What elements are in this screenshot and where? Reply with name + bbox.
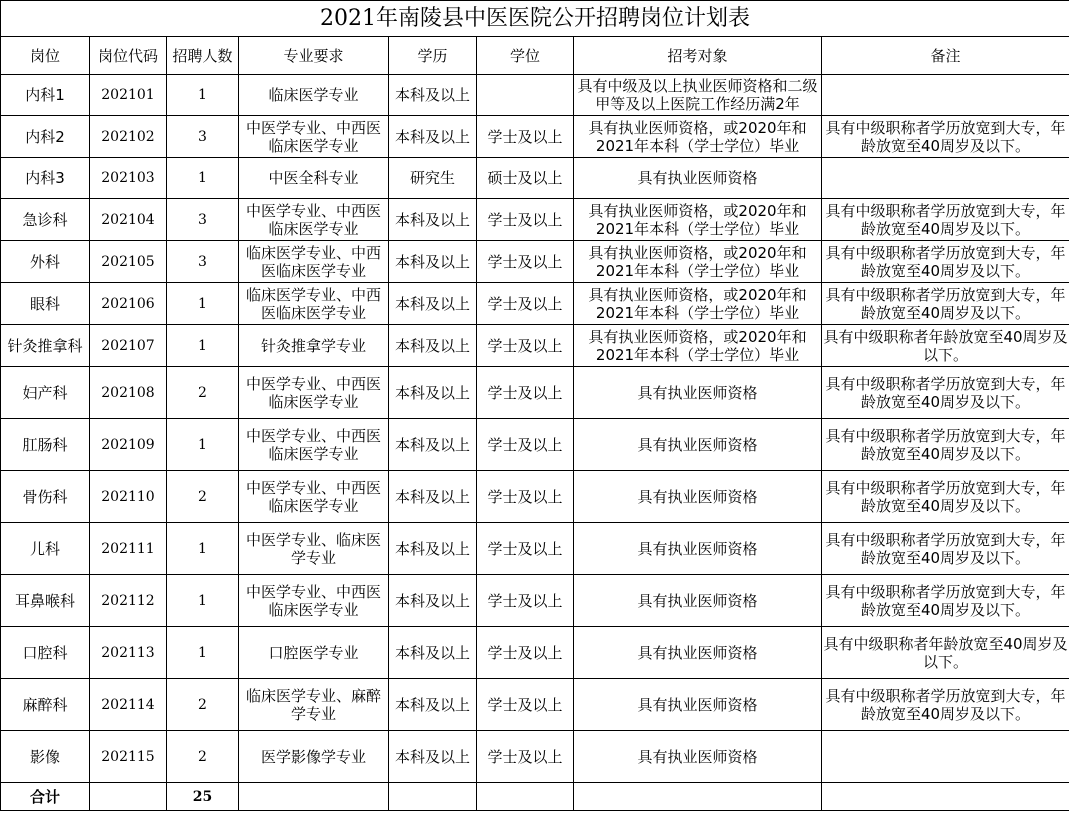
cell-position: 儿科 (1, 523, 90, 575)
cell-code: 202102 (90, 116, 167, 158)
cell-degree: 学士及以上 (477, 199, 574, 241)
total-count: 25 (167, 783, 239, 811)
cell-remarks: 具有中级职称者学历放宽到大专，年龄放宽至40周岁及以下。 (822, 419, 1069, 471)
table-row (1, 679, 1069, 731)
cell-education: 本科及以上 (389, 575, 477, 627)
table-row (1, 199, 1069, 241)
table-row (1, 419, 1069, 471)
cell-position: 肛肠科 (1, 419, 90, 471)
cell-degree: 学士及以上 (477, 367, 574, 419)
cell-position: 眼科 (1, 283, 90, 325)
cell-code: 202111 (90, 523, 167, 575)
cell-count: 1 (167, 575, 239, 627)
cell-degree: 学士及以上 (477, 325, 574, 367)
cell-education: 本科及以上 (389, 523, 477, 575)
cell-code: 202114 (90, 679, 167, 731)
header-cell-code: 岗位代码 (90, 37, 167, 75)
table-row (1, 523, 1069, 575)
cell-degree (477, 75, 574, 116)
cell-position: 影像 (1, 731, 90, 783)
header-cell-major: 专业要求 (239, 37, 389, 75)
cell-remarks: 具有中级职称者学历放宽到大专，年龄放宽至40周岁及以下。 (822, 241, 1069, 283)
cell-remarks: 具有中级职称者学历放宽到大专，年龄放宽至40周岁及以下。 (822, 116, 1069, 158)
cell-degree: 硕士及以上 (477, 158, 574, 199)
cell-count: 2 (167, 471, 239, 523)
cell-education: 本科及以上 (389, 731, 477, 783)
total-row (1, 783, 1069, 811)
cell-education: 本科及以上 (389, 627, 477, 679)
empty-cell (574, 783, 822, 811)
cell-eligibility: 具有执业医师资格，或2020年和2021年本科（学士学位）毕业 (574, 325, 822, 367)
empty-cell (90, 783, 167, 811)
cell-major: 口腔医学专业 (239, 627, 389, 679)
table-row (1, 116, 1069, 158)
cell-code: 202110 (90, 471, 167, 523)
cell-count: 2 (167, 731, 239, 783)
cell-position: 内科2 (1, 116, 90, 158)
header-cell-eligibility: 招考对象 (574, 37, 822, 75)
cell-eligibility: 具有执业医师资格 (574, 523, 822, 575)
cell-code: 202108 (90, 367, 167, 419)
cell-position: 针灸推拿科 (1, 325, 90, 367)
cell-code: 202107 (90, 325, 167, 367)
cell-count: 1 (167, 419, 239, 471)
cell-education: 本科及以上 (389, 471, 477, 523)
table-row (1, 158, 1069, 199)
cell-education: 研究生 (389, 158, 477, 199)
cell-major: 中医学专业、中西医临床医学专业 (239, 367, 389, 419)
cell-major: 临床医学专业、中西医临床医学专业 (239, 241, 389, 283)
cell-eligibility: 具有执业医师资格 (574, 731, 822, 783)
cell-remarks: 具有中级职称者年龄放宽至40周岁及以下。 (822, 325, 1069, 367)
cell-major: 中医全科专业 (239, 158, 389, 199)
cell-code: 202109 (90, 419, 167, 471)
cell-degree: 学士及以上 (477, 283, 574, 325)
cell-eligibility: 具有执业医师资格 (574, 158, 822, 199)
table-row (1, 283, 1069, 325)
cell-position: 骨伤科 (1, 471, 90, 523)
cell-position: 麻醉科 (1, 679, 90, 731)
cell-count: 1 (167, 283, 239, 325)
cell-degree: 学士及以上 (477, 627, 574, 679)
cell-code: 202105 (90, 241, 167, 283)
cell-position: 内科1 (1, 75, 90, 116)
cell-major: 医学影像学专业 (239, 731, 389, 783)
header-cell-degree: 学位 (477, 37, 574, 75)
empty-cell (477, 783, 574, 811)
table-row (1, 325, 1069, 367)
cell-major: 中医学专业、中西医临床医学专业 (239, 419, 389, 471)
cell-count: 3 (167, 241, 239, 283)
cell-position: 内科3 (1, 158, 90, 199)
cell-remarks: 具有中级职称者学历放宽到大专，年龄放宽至40周岁及以下。 (822, 199, 1069, 241)
cell-count: 3 (167, 116, 239, 158)
cell-count: 1 (167, 75, 239, 116)
cell-major: 中医学专业、中西医临床医学专业 (239, 116, 389, 158)
table-row (1, 731, 1069, 783)
cell-eligibility: 具有执业医师资格，或2020年和2021年本科（学士学位）毕业 (574, 241, 822, 283)
cell-remarks (822, 75, 1069, 116)
cell-degree: 学士及以上 (477, 523, 574, 575)
cell-degree: 学士及以上 (477, 116, 574, 158)
cell-remarks: 具有中级职称者学历放宽到大专，年龄放宽至40周岁及以下。 (822, 523, 1069, 575)
header-row (1, 37, 1069, 75)
cell-major: 临床医学专业、麻醉学专业 (239, 679, 389, 731)
title-row (1, 1, 1069, 37)
total-label: 合计 (1, 783, 90, 811)
cell-code: 202115 (90, 731, 167, 783)
cell-position: 耳鼻喉科 (1, 575, 90, 627)
cell-code: 202113 (90, 627, 167, 679)
cell-count: 1 (167, 325, 239, 367)
cell-count: 3 (167, 199, 239, 241)
cell-major: 中医学专业、中西医临床医学专业 (239, 575, 389, 627)
cell-degree: 学士及以上 (477, 679, 574, 731)
cell-education: 本科及以上 (389, 283, 477, 325)
table-row (1, 75, 1069, 116)
cell-education: 本科及以上 (389, 679, 477, 731)
cell-remarks (822, 158, 1069, 199)
cell-major: 临床医学专业、中西医临床医学专业 (239, 283, 389, 325)
cell-eligibility: 具有执业医师资格 (574, 471, 822, 523)
header-cell-count: 招聘人数 (167, 37, 239, 75)
cell-education: 本科及以上 (389, 116, 477, 158)
cell-eligibility: 具有执业医师资格 (574, 367, 822, 419)
cell-position: 急诊科 (1, 199, 90, 241)
cell-count: 1 (167, 523, 239, 575)
cell-remarks: 具有中级职称者学历放宽到大专，年龄放宽至40周岁及以下。 (822, 471, 1069, 523)
cell-major: 中医学专业、中西医临床医学专业 (239, 199, 389, 241)
empty-cell (822, 783, 1069, 811)
cell-count: 1 (167, 627, 239, 679)
cell-major: 临床医学专业 (239, 75, 389, 116)
cell-remarks: 具有中级职称者年龄放宽至40周岁及以下。 (822, 627, 1069, 679)
cell-major: 中医学专业、中西医临床医学专业 (239, 471, 389, 523)
cell-remarks (822, 731, 1069, 783)
cell-eligibility: 具有执业医师资格 (574, 627, 822, 679)
cell-remarks: 具有中级职称者学历放宽到大专，年龄放宽至40周岁及以下。 (822, 679, 1069, 731)
table-row (1, 241, 1069, 283)
cell-code: 202112 (90, 575, 167, 627)
table-row (1, 627, 1069, 679)
table-row (1, 575, 1069, 627)
cell-eligibility: 具有中级及以上执业医师资格和二级甲等及以上医院工作经历满2年 (574, 75, 822, 116)
header-cell-remarks: 备注 (822, 37, 1069, 75)
cell-degree: 学士及以上 (477, 575, 574, 627)
cell-education: 本科及以上 (389, 419, 477, 471)
cell-degree: 学士及以上 (477, 731, 574, 783)
cell-eligibility: 具有执业医师资格 (574, 575, 822, 627)
cell-code: 202103 (90, 158, 167, 199)
cell-major: 中医学专业、临床医学专业 (239, 523, 389, 575)
cell-eligibility: 具有执业医师资格，或2020年和2021年本科（学士学位）毕业 (574, 283, 822, 325)
cell-remarks: 具有中级职称者学历放宽到大专，年龄放宽至40周岁及以下。 (822, 575, 1069, 627)
header-cell-position: 岗位 (1, 37, 90, 75)
cell-major: 针灸推拿学专业 (239, 325, 389, 367)
cell-eligibility: 具有执业医师资格，或2020年和2021年本科（学士学位）毕业 (574, 116, 822, 158)
cell-code: 202104 (90, 199, 167, 241)
cell-position: 妇产科 (1, 367, 90, 419)
cell-count: 2 (167, 679, 239, 731)
cell-code: 202101 (90, 75, 167, 116)
cell-code: 202106 (90, 283, 167, 325)
cell-eligibility: 具有执业医师资格 (574, 419, 822, 471)
cell-remarks: 具有中级职称者学历放宽到大专，年龄放宽至40周岁及以下。 (822, 283, 1069, 325)
cell-count: 1 (167, 158, 239, 199)
cell-education: 本科及以上 (389, 241, 477, 283)
page-title: 2021年南陵县中医医院公开招聘岗位计划表 (1, 1, 1069, 37)
cell-position: 外科 (1, 241, 90, 283)
table-row (1, 471, 1069, 523)
cell-education: 本科及以上 (389, 325, 477, 367)
cell-degree: 学士及以上 (477, 419, 574, 471)
cell-count: 2 (167, 367, 239, 419)
empty-cell (389, 783, 477, 811)
cell-degree: 学士及以上 (477, 471, 574, 523)
table-row (1, 367, 1069, 419)
header-cell-education: 学历 (389, 37, 477, 75)
cell-education: 本科及以上 (389, 199, 477, 241)
cell-eligibility: 具有执业医师资格 (574, 679, 822, 731)
cell-education: 本科及以上 (389, 367, 477, 419)
cell-degree: 学士及以上 (477, 241, 574, 283)
cell-position: 口腔科 (1, 627, 90, 679)
cell-remarks: 具有中级职称者学历放宽到大专，年龄放宽至40周岁及以下。 (822, 367, 1069, 419)
empty-cell (239, 783, 389, 811)
cell-eligibility: 具有执业医师资格，或2020年和2021年本科（学士学位）毕业 (574, 199, 822, 241)
cell-education: 本科及以上 (389, 75, 477, 116)
